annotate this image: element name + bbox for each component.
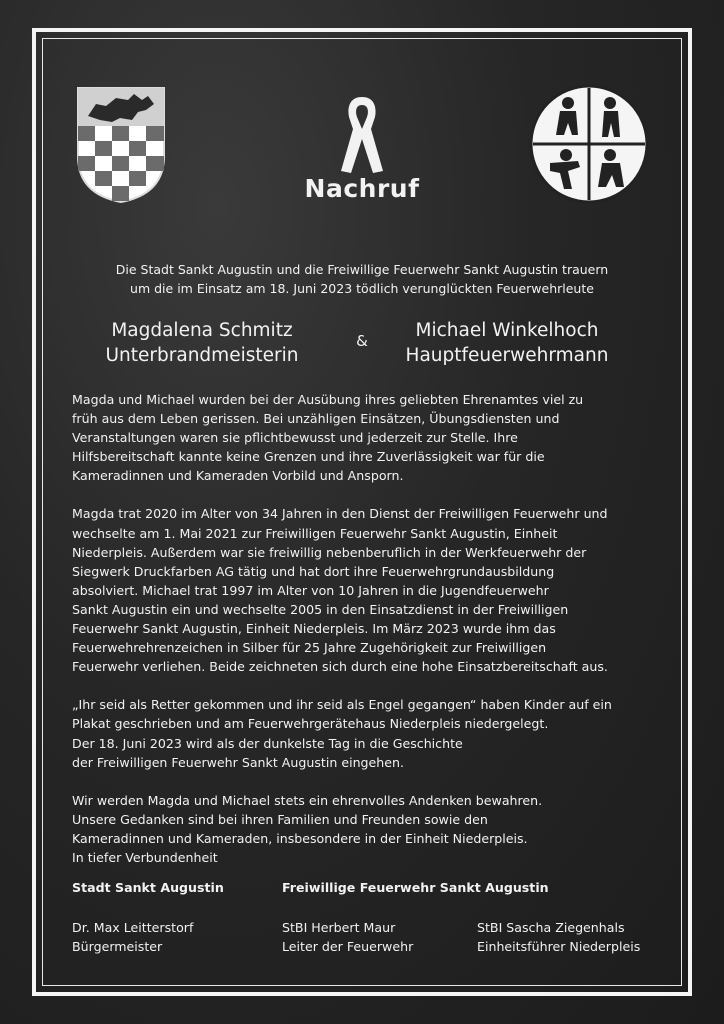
signatory-2-name: StBI Herbert Maur [282,920,396,935]
signatory-2 [282,918,413,956]
closing-text: In tiefer Verbundenheit [72,850,218,865]
signatory-1 [72,918,193,956]
firefighter-emblem-icon [528,83,650,205]
signatory-org-1: Stadt Sankt Augustin [72,880,224,895]
deceased-names [42,318,682,370]
person-2 [387,318,627,368]
signatory-1-name: Dr. Max Leitterstorf [72,920,194,935]
person-2-rank: Hauptfeuerwehrmann [405,345,609,366]
person-1-rank: Unterbrandmeisterin [105,345,299,366]
intro-text [62,260,662,298]
paragraph-1: Magda und Michael wurden bei der Ausübung ihres geliebten Ehrenamtes viel zu früh aus dem Leben gerissen. Bei unzähligen Einsätzen, Übungsdiensten und Veranstaltungen waren sie pflichtbewusst und jederzeit zur Stelle. Ihre Hilfsbereitschaft kannte keine Grenzen und ihre Zuverlässigkeit war für die Kameradinnen und Kameraden Vorbild und Ansporn. [72,392,584,484]
paragraph-3: „Ihr seid als Retter gekommen und ihr seid als Engel gegangen“ haben Kinder auf ein Plakat geschrieben und am Feuerwehrgerätehaus Niederpleis niedergelegt. Der 18. Juni 2023 wird als der dunkelste Tag in die Geschichte der Freiwilligen Feuerwehr Sankt Augustin eingehen. [72,697,612,770]
page-title: Nachruf [304,174,420,203]
signatory-3-name: StBI Sascha Ziegenhals [477,920,625,935]
intro-line-2: um die im Einsatz am 18. Juni 2023 tödlich verunglückten Feuerwehrleute [130,281,594,296]
signatory-2-role: Leiter der Feuerwehr [282,939,414,954]
obituary-body [72,390,662,867]
obituary-page [42,38,682,986]
signatory-org-2: Freiwillige Feuerwehr Sankt Augustin [282,880,549,895]
person-1-name: Magdalena Schmitz [111,320,293,341]
person-1 [82,318,322,368]
ampersand: & [356,332,368,350]
intro-line-1: Die Stadt Sankt Augustin und die Freiwillige Feuerwehr Sankt Augustin trauern [115,262,609,277]
signatory-3-role: Einheitsführer Niederpleis [477,939,641,954]
signatory-3 [477,918,640,956]
paragraph-4: Wir werden Magda und Michael stets ein ehrenvolles Andenken bewahren. Unsere Gedanken sind bei ihren Familien und Freunden sowie den Kameradinnen und Kameraden, insbesondere in der Einheit Niederpleis. [72,792,543,846]
paragraph-2: Magda trat 2020 im Alter von 34 Jahren in den Dienst der Freiwilligen Feuerwehr und wechselte am 1. Mai 2021 zur Freiwilligen Feuerwehr Sankt Augustin, Einheit Niederpleis. Außerdem war sie freiwillig nebenberuflich in der Werkfeuerwehr der Siegwerk Druckfarben AG tätig und hat dort ihre Feuerwehrgrundausbildung absolviert. Michael trat 1997 im Alter von 10 Jahren in die Jugendfeuerwehr Sankt Augustin ein und wechselte 2005 in den Einsatzdienst in der Freiwilligen Feuerwehr Sankt Augustin, Einheit Niederpleis. Im März 2023 wurde ihm das Feuerwehrehrenzeichen in Silber für 25 Jahre Zugehörigkeit zur Freiwilligen Feuerwehr verliehen. Beide zeichneten sich durch eine hohe Einsatzbereitschaft aus. [72,506,608,675]
signatory-1-role: Bürgermeister [72,939,163,954]
mourning-ribbon-icon [337,93,387,175]
person-2-name: Michael Winkelhoch [415,320,599,341]
